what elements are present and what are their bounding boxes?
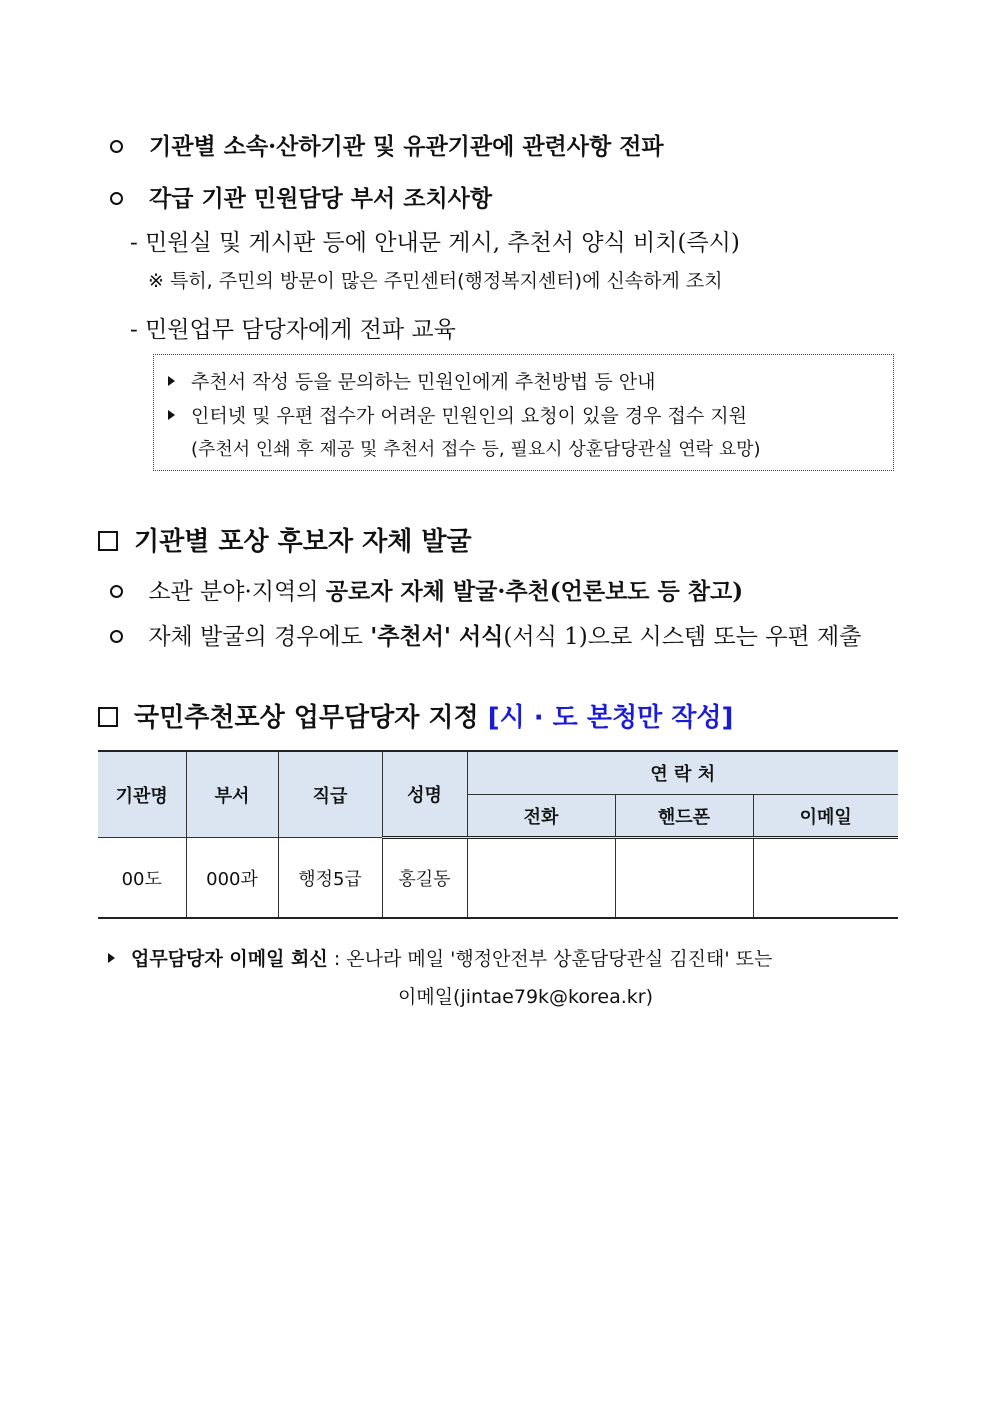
cell-org: 00도 (98, 838, 186, 919)
info-box-line: (추천서 인쇄 후 제공 및 추천서 접수 등, 필요시 상훈담당관실 연락 요망) (191, 439, 761, 460)
header-name: 성명 (382, 751, 467, 838)
bullet-text: 기관별 소속·산하기관 및 유관기관에 관련사항 전파 (149, 133, 664, 160)
sub-item-notice: - 민원실 및 게시판 등에 안내문 게시, 추천서 양식 비치(즉시) (130, 230, 740, 256)
header-email: 이메일 (753, 795, 898, 838)
square-bullet-icon (98, 531, 118, 551)
header-contact: 연 락 처 (467, 751, 898, 795)
note-item: ※ 특히, 주민의 방문이 많은 주민센터(행정복지센터)에 신속하게 조치 (148, 270, 723, 292)
sub-item-education: - 민원업무 담당자에게 전파 교육 (130, 317, 456, 343)
triangle-bullet-icon (168, 376, 175, 386)
header-org: 기관명 (98, 751, 186, 838)
bullet-text: 각급 기관 민원담당 부서 조치사항 (149, 185, 493, 212)
footnote-email: 이메일(jintae79k@korea.kr) (398, 986, 653, 1008)
circle-bullet-icon (110, 140, 123, 153)
contact-table (98, 750, 898, 919)
footnote: 업무담당자 이메일 회신 : 온나라 메일 '행정안전부 상훈담당관실 김진태' 또는 (108, 944, 772, 971)
circle-bullet-icon (110, 585, 123, 598)
header-dept: 부서 (186, 751, 278, 838)
triangle-bullet-icon (168, 410, 175, 420)
header-mobile: 핸드폰 (615, 795, 753, 838)
square-bullet-icon (98, 707, 118, 727)
heading-note: [시 · 도 본청만 작성] (487, 703, 734, 733)
cell-dept: 000과 (186, 838, 278, 919)
section-heading: 국민추천포상 업무담당자 지정 [시 · 도 본청만 작성] (98, 697, 733, 734)
cell-name: 홍길동 (382, 838, 467, 919)
cell-mobile (615, 838, 753, 919)
section-heading: 기관별 포상 후보자 자체 발굴 (98, 521, 472, 558)
bullet-item-discovery: 소관 분야·지역의 공로자 자체 발굴·추천(언론보도 등 참고) (110, 573, 743, 606)
header-phone: 전화 (467, 795, 615, 838)
triangle-bullet-icon (108, 953, 115, 963)
info-box-line: 인터넷 및 우편 접수가 어려운 민원인의 요청이 있을 경우 접수 지원 (168, 401, 747, 428)
header-rank: 직급 (278, 751, 382, 838)
cell-rank: 행정5급 (278, 838, 382, 919)
bullet-item-submission: 자체 발굴의 경우에도 '추천서' 서식(서식 1)으로 시스템 또는 우편 제출 (110, 618, 861, 651)
info-box-line: 추천서 작성 등을 문의하는 민원인에게 추천방법 등 안내 (168, 367, 655, 394)
bullet-item-propagate (110, 128, 664, 161)
circle-bullet-icon (110, 630, 123, 643)
bullet-item-measures (110, 180, 492, 213)
circle-bullet-icon (110, 192, 123, 205)
info-box (153, 354, 894, 471)
table-row (98, 838, 898, 919)
cell-phone (467, 838, 615, 919)
cell-email (753, 838, 898, 919)
